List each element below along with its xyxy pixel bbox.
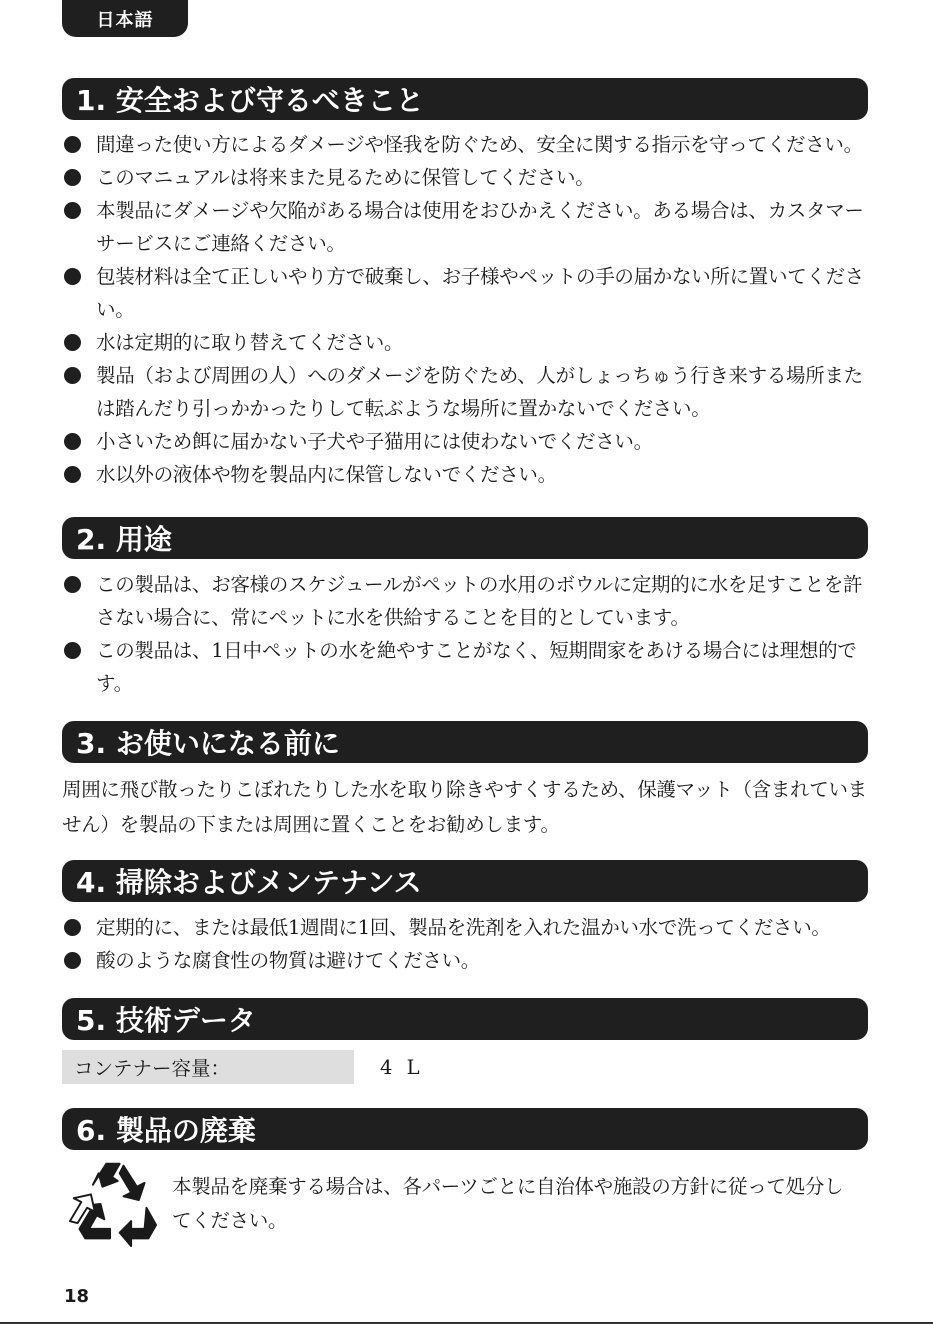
bullet-icon (64, 642, 81, 659)
section-3-text: 周囲に飛び散ったりこぼれたりした水を取り除きやすくするため、保護マット（含まれていません）を製品の下または周囲に置くことをお勧めします。 (62, 778, 867, 836)
bullet-icon (64, 952, 81, 969)
bullet-icon (64, 202, 81, 219)
section-2-title: 2. 用途 (62, 517, 868, 559)
bullet-icon (64, 136, 81, 153)
section-4-list (62, 911, 868, 977)
bullet-icon (64, 433, 81, 450)
bullet-icon (64, 919, 81, 936)
page-number: 18 (64, 1286, 90, 1307)
bullet-icon (64, 576, 81, 593)
section-1-list (62, 128, 868, 491)
section-1-title: 1. 安全および守るべきこと (62, 78, 868, 120)
section-3-title: 3. お使いになる前に (62, 721, 868, 763)
section-4-title: 4. 掃除およびメンテナンス (62, 860, 868, 902)
list-item: 酸のような腐食性の物質は避けてください。 (62, 944, 868, 977)
spec-label: コンテナー容量： (62, 1050, 354, 1084)
list-item: 包装材料は全て正しいやり方で破棄し、お子様やペットの手の届かない所に置いてください。 (62, 260, 868, 326)
bullet-icon (64, 466, 81, 483)
bullet-icon (64, 334, 81, 351)
list-item: 間違った使い方によるダメージや怪我を防ぐため、安全に関する指示を守ってください。 (62, 128, 868, 161)
list-item: 小さいため餌に届かない子犬や子猫用には使わないでください。 (62, 425, 868, 458)
list-item: この製品は、お客様のスケジュールがペットの水用のボウルに定期的に水を足すことを許さない場合に、常にペットに水を供給することを目的としています。 (62, 568, 868, 634)
disposal-text: 本製品を廃棄する場合は、各パーツごとに自治体や施設の方針に従って処分してください。 (172, 1175, 844, 1232)
list-item: 水は定期的に取り替えてください。 (62, 326, 868, 359)
list-item: 水以外の液体や物を製品内に保管しないでください。 (62, 458, 868, 491)
section-2-list (62, 568, 868, 700)
spec-row-capacity (62, 1050, 868, 1084)
list-item: この製品は、1日中ペットの水を絶やすことがなく、短期間家をあける場合には理想的です。 (62, 634, 868, 700)
list-item: 本製品にダメージや欠陥がある場合は使用をおひかえください。ある場合は、カスタマーサービスにご連絡ください。 (62, 194, 868, 260)
section-5-title: 5. 技術データ (62, 998, 868, 1040)
bullet-icon (64, 169, 81, 186)
recycle-icon (64, 1158, 160, 1248)
bullet-icon (64, 268, 81, 285)
spec-value: 4 L (380, 1055, 424, 1079)
list-item: 製品（および周囲の人）へのダメージを防ぐため、人がしょっちゅう行き来する場所または踏んだり引っかかったりして転ぶような場所に置かないでください。 (62, 359, 868, 425)
bullet-icon (64, 367, 81, 384)
language-tab: 日本語 (62, 0, 188, 37)
section-6-title: 6. 製品の廃棄 (62, 1108, 868, 1150)
list-item: 定期的に、または最低1週間に1回、製品を洗剤を入れた温かい水で洗ってください。 (62, 911, 868, 944)
list-item: このマニュアルは将来また見るために保管してください。 (62, 161, 868, 194)
